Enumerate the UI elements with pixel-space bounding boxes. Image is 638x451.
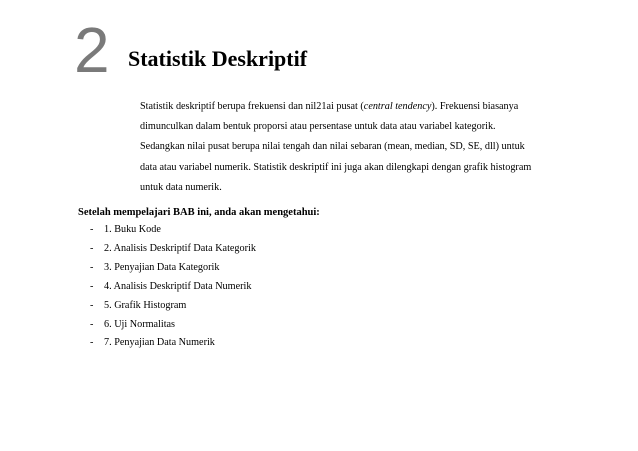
list-item-label: 6. Uji Normalitas [104,318,176,330]
list-bullet: - [90,318,94,330]
list-item-label: 1. Buku Kode [104,224,161,235]
intro-paragraph [140,97,610,198]
chapter-number: 2 [74,14,110,86]
list-item [90,240,256,259]
chapter-title: Statistik Deskriptif [128,46,308,71]
intro-line-3: Sedangkan nilai pusat berupa nilai tengah dan nilai sebaran (mean, median, SD, SE, dll) untuk [140,141,525,153]
list-item-label: 4. Analisis Deskriptif Data Numerik [104,280,252,292]
list-item [90,334,256,353]
intro-line-1-start: Statistik deskriptif berupa frekuensi dan nil21ai pusat ( [140,101,364,112]
learning-objectives-list [90,221,256,353]
list-item [90,259,256,278]
list-item [90,297,256,316]
list-bullet: - [90,299,94,311]
list-item [90,221,256,240]
list-item-label: 5. Grafik Histogram [104,299,187,311]
list-item-label: 7. Penyajian Data Numerik [104,337,215,349]
list-item [90,278,256,297]
intro-line-4: data atau variabel numerik. Statistik deskriptif ini juga akan dilengkapi dengan grafik histogram [140,161,532,173]
intro-line-1-italic: central tendency [363,101,432,112]
list-bullet: - [90,337,94,349]
list-bullet: - [90,261,94,273]
list-item-label: 2. Analisis Deskriptif Data Kategorik [104,242,256,254]
intro-line-2: dimunculkan dalam bentuk proporsi atau persentase untuk data atau variabel kategorik. [140,121,496,133]
intro-line-5: untuk data numerik. [140,181,222,193]
list-bullet: - [90,224,94,235]
learning-objectives-heading: Setelah mempelajari BAB ini, anda akan mengetahui: [78,207,320,218]
list-item [90,316,256,335]
list-bullet: - [90,280,94,292]
list-item-label: 3. Penyajian Data Kategorik [104,261,220,273]
intro-line-1-end: ). Frekuensi biasanya [431,101,519,112]
intro-line-1 [140,97,610,117]
list-bullet: - [90,242,94,254]
